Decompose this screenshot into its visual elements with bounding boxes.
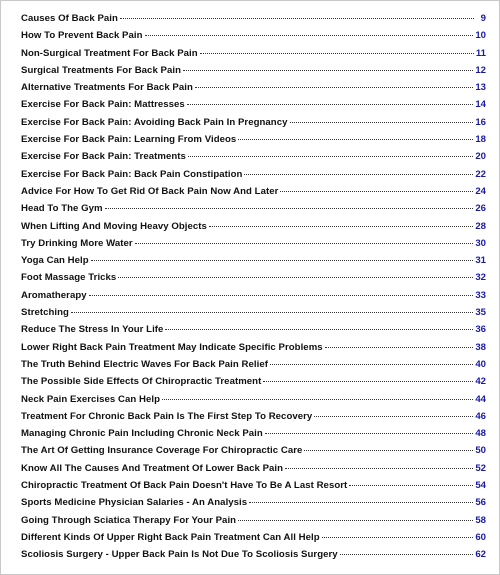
toc-entry-title: Exercise For Back Pain: Learning From Videos xyxy=(21,134,237,146)
toc-entry[interactable] xyxy=(21,463,486,480)
dotted-leader xyxy=(145,35,474,36)
dotted-leader xyxy=(238,139,473,140)
dotted-leader xyxy=(322,537,474,538)
toc-entry-page-number[interactable]: 32 xyxy=(475,272,486,284)
toc-entry[interactable] xyxy=(21,428,486,445)
dotted-leader xyxy=(280,191,473,192)
dotted-leader xyxy=(195,87,473,88)
toc-entry[interactable] xyxy=(21,359,486,376)
toc-entry-page-number[interactable]: 35 xyxy=(475,307,486,319)
toc-entry-page-number[interactable]: 42 xyxy=(475,376,486,388)
dotted-leader xyxy=(200,53,474,54)
toc-entry[interactable] xyxy=(21,82,486,99)
dotted-leader xyxy=(89,295,474,296)
toc-entry-title: Alternative Treatments For Back Pain xyxy=(21,82,193,94)
dotted-leader xyxy=(209,226,473,227)
toc-entry-title: Neck Pain Exercises Can Help xyxy=(21,393,160,405)
toc-entry[interactable] xyxy=(21,186,486,203)
toc-entry-title: Going Through Sciatica Therapy For Your Pain xyxy=(21,514,237,526)
toc-entry-title: Reduce The Stress In Your Life xyxy=(21,324,164,336)
toc-entry-page-number[interactable]: 22 xyxy=(475,168,486,180)
toc-entry-title: The Possible Side Effects Of Chiropractic Treatment xyxy=(21,376,262,388)
dotted-leader xyxy=(244,174,473,175)
dotted-leader xyxy=(290,122,474,123)
toc-entry-title: Know All The Causes And Treatment Of Lower Back Pain xyxy=(21,462,284,474)
toc-entry[interactable] xyxy=(21,497,486,514)
toc-entry-page-number[interactable]: 18 xyxy=(475,134,486,146)
toc-entry-title: Exercise For Back Pain: Mattresses xyxy=(21,99,185,111)
toc-entry-title: Surgical Treatments For Back Pain xyxy=(21,64,182,76)
dotted-leader xyxy=(349,485,473,486)
dotted-leader xyxy=(135,243,474,244)
toc-entry-title: Exercise For Back Pain: Avoiding Back Pain In Pregnancy xyxy=(21,116,288,128)
toc-entry-page-number[interactable]: 20 xyxy=(475,151,486,163)
dotted-leader xyxy=(91,260,474,261)
toc-entry-title: Scoliosis Surgery - Upper Back Pain Is Not Due To Scoliosis Surgery xyxy=(21,549,338,561)
toc-entry-page-number[interactable]: 24 xyxy=(475,185,486,197)
dotted-leader xyxy=(340,554,474,555)
toc-entry-page-number[interactable]: 40 xyxy=(475,358,486,370)
toc-entry-title: Foot Massage Tricks xyxy=(21,272,117,284)
toc-entry-page-number[interactable]: 31 xyxy=(475,255,486,267)
toc-entry-title: Chiropractic Treatment Of Back Pain Doesn't Have To Be A Last Resort xyxy=(21,480,348,492)
dotted-leader xyxy=(183,70,473,71)
toc-entry-title: Treatment For Chronic Back Pain Is The First Step To Recovery xyxy=(21,410,313,422)
toc-entry-title: Stretching xyxy=(21,307,69,319)
toc-entry-title: How To Prevent Back Pain xyxy=(21,30,143,42)
toc-entry[interactable] xyxy=(21,549,486,566)
toc-entry-page-number[interactable]: 62 xyxy=(475,549,486,561)
toc-entry-page-number[interactable]: 52 xyxy=(475,462,486,474)
dotted-leader xyxy=(165,329,473,330)
toc-entry[interactable] xyxy=(21,13,486,30)
toc-entry[interactable] xyxy=(21,532,486,549)
toc-entry[interactable] xyxy=(21,48,486,65)
toc-entry-page-number[interactable]: 14 xyxy=(475,99,486,111)
toc-entry-title: Head To The Gym xyxy=(21,203,103,215)
table-of-contents xyxy=(21,13,486,567)
toc-entry[interactable] xyxy=(21,65,486,82)
toc-entry-title: The Art Of Getting Insurance Coverage For Chiropractic Care xyxy=(21,445,303,457)
dotted-leader xyxy=(263,381,473,382)
toc-entry[interactable] xyxy=(21,151,486,168)
toc-entry[interactable] xyxy=(21,411,486,428)
dotted-leader xyxy=(249,502,473,503)
dotted-leader xyxy=(314,416,473,417)
toc-entry[interactable] xyxy=(21,117,486,134)
dotted-leader xyxy=(304,450,473,451)
toc-entry-page-number[interactable]: 9 xyxy=(480,13,486,24)
toc-entry-page-number[interactable]: 28 xyxy=(475,220,486,232)
toc-entry-title: Exercise For Back Pain: Treatments xyxy=(21,151,186,163)
dotted-leader xyxy=(270,364,473,365)
toc-entry-title: Advice For How To Get Rid Of Back Pain Now And Later xyxy=(21,185,279,197)
toc-entry-page-number[interactable]: 33 xyxy=(475,289,486,301)
dotted-leader xyxy=(187,104,474,105)
dotted-leader xyxy=(188,156,473,157)
toc-entry-page-number[interactable]: 26 xyxy=(475,203,486,215)
toc-entry[interactable] xyxy=(21,203,486,220)
toc-entry[interactable] xyxy=(21,134,486,151)
toc-entry-title: Sports Medicine Physician Salaries - An Analysis xyxy=(21,497,248,509)
toc-entry-page-number[interactable]: 58 xyxy=(475,514,486,526)
toc-entry[interactable] xyxy=(21,376,486,393)
toc-entry[interactable] xyxy=(21,342,486,359)
dotted-leader xyxy=(71,312,473,313)
toc-entry[interactable] xyxy=(21,324,486,341)
toc-entry-page-number[interactable]: 46 xyxy=(475,410,486,422)
toc-entry[interactable] xyxy=(21,169,486,186)
toc-entry-page-number[interactable]: 12 xyxy=(475,64,486,76)
dotted-leader xyxy=(120,18,474,19)
dotted-leader xyxy=(105,208,474,209)
toc-entry-title: Causes Of Back Pain xyxy=(21,13,118,24)
toc-entry-page-number[interactable]: 54 xyxy=(475,480,486,492)
dotted-leader xyxy=(285,468,473,469)
dotted-leader xyxy=(118,277,473,278)
toc-entry-title: Managing Chronic Pain Including Chronic Neck Pain xyxy=(21,428,263,440)
dotted-leader xyxy=(265,433,474,434)
toc-entry[interactable] xyxy=(21,515,486,532)
toc-entry-title: When Lifting And Moving Heavy Objects xyxy=(21,220,207,232)
toc-entry-title: Exercise For Back Pain: Back Pain Constipation xyxy=(21,168,243,180)
toc-entry[interactable] xyxy=(21,255,486,272)
toc-entry-page-number[interactable]: 38 xyxy=(475,341,486,353)
toc-entry-title: Lower Right Back Pain Treatment May Indicate Specific Problems xyxy=(21,341,323,353)
dotted-leader xyxy=(325,347,474,348)
toc-entry-page-number[interactable]: 48 xyxy=(475,428,486,440)
toc-entry-page-number[interactable]: 36 xyxy=(475,324,486,336)
toc-entry-page-number[interactable]: 10 xyxy=(475,30,486,42)
toc-entry[interactable] xyxy=(21,394,486,411)
toc-entry-page-number[interactable]: 30 xyxy=(475,237,486,249)
toc-entry[interactable] xyxy=(21,272,486,289)
toc-entry-title: Non-Surgical Treatment For Back Pain xyxy=(21,47,198,59)
toc-entry[interactable] xyxy=(21,238,486,255)
toc-entry-page-number[interactable]: 50 xyxy=(475,445,486,457)
toc-entry-page-number[interactable]: 60 xyxy=(475,531,486,543)
toc-entry[interactable] xyxy=(21,445,486,462)
toc-entry-title: Aromatherapy xyxy=(21,289,87,301)
dotted-leader xyxy=(238,520,473,521)
toc-entry[interactable] xyxy=(21,30,486,47)
toc-entry-page-number[interactable]: 11 xyxy=(475,47,486,59)
toc-entry-page-number[interactable]: 16 xyxy=(475,116,486,128)
toc-entry[interactable] xyxy=(21,221,486,238)
toc-entry-title: The Truth Behind Electric Waves For Back Pain Relief xyxy=(21,358,268,370)
toc-entry-title: Try Drinking More Water xyxy=(21,237,133,249)
toc-entry-title: Different Kinds Of Upper Right Back Pain Treatment Can All Help xyxy=(21,531,320,543)
toc-entry[interactable] xyxy=(21,307,486,324)
toc-entry-page-number[interactable]: 13 xyxy=(475,82,486,94)
toc-entry[interactable] xyxy=(21,290,486,307)
dotted-leader xyxy=(162,399,473,400)
toc-entry[interactable] xyxy=(21,99,486,116)
toc-entry-page-number[interactable]: 56 xyxy=(475,497,486,509)
toc-entry[interactable] xyxy=(21,480,486,497)
toc-entry-title: Yoga Can Help xyxy=(21,255,89,267)
toc-entry-page-number[interactable]: 44 xyxy=(475,393,486,405)
